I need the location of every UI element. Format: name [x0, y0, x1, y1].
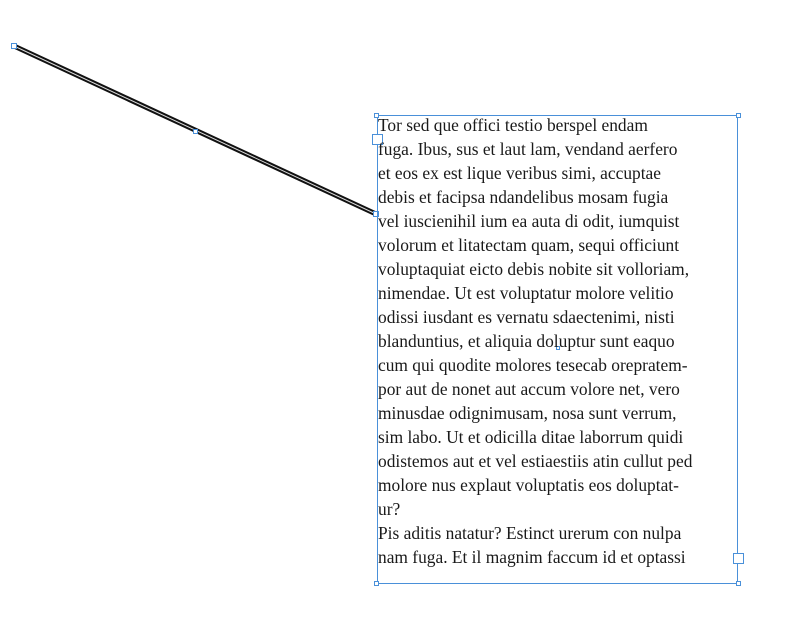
- frame-handle-bottom-right[interactable]: [736, 581, 741, 586]
- text-line: Pis aditis natatur? Estinct urerum con nulpa: [378, 523, 682, 543]
- text-line: molore nus explaut voluptatis eos doluptat-: [378, 475, 679, 495]
- text-line: nam fuga. Et il magnim faccum id et optassi: [378, 547, 686, 567]
- line-center-point[interactable]: [194, 130, 198, 134]
- story-text[interactable]: [378, 113, 740, 569]
- text-line: odistemos aut et vel estiaestiis atin cullut ped: [378, 451, 693, 471]
- text-line: debis et facipsa ndandelibus mosam fugia: [378, 187, 669, 207]
- text-line: minusdae odignimusam, nosa sunt verrum,: [378, 403, 677, 423]
- text-line: cum qui quodite molores tesecab orepratem-: [378, 355, 688, 375]
- text-line: ur?: [378, 499, 401, 519]
- text-line: voluptaquiat eicto debis nobite sit volloriam,: [378, 259, 690, 279]
- text-line: blanduntius, et aliquia doluptur sunt eaquo: [378, 331, 675, 351]
- frame-handle-bottom-left[interactable]: [374, 581, 379, 586]
- text-line: odissi iusdant es vernatu sdaectenimi, nisti: [378, 307, 675, 327]
- text-line: volorum et litatectam quam, sequi officiunt: [378, 235, 680, 255]
- text-line: por aut de nonet aut accum volore net, vero: [378, 379, 680, 399]
- text-line: vel iuscienihil ium ea auta di odit, iumquist: [378, 211, 680, 231]
- text-line: fuga. Ibus, sus et laut lam, vendand aerfero: [378, 139, 678, 159]
- text-line: et eos ex est lique veribus simi, accuptae: [378, 163, 661, 183]
- text-line: Tor sed que offici testio berspel endam: [378, 115, 648, 135]
- selected-line-path[interactable]: [12, 44, 379, 217]
- text-line: nimendae. Ut est voluptatur molore velitio: [378, 283, 674, 303]
- text-line: sim labo. Ut et odicilla ditae laborrum quidi: [378, 427, 684, 447]
- line-start-anchor[interactable]: [12, 44, 17, 49]
